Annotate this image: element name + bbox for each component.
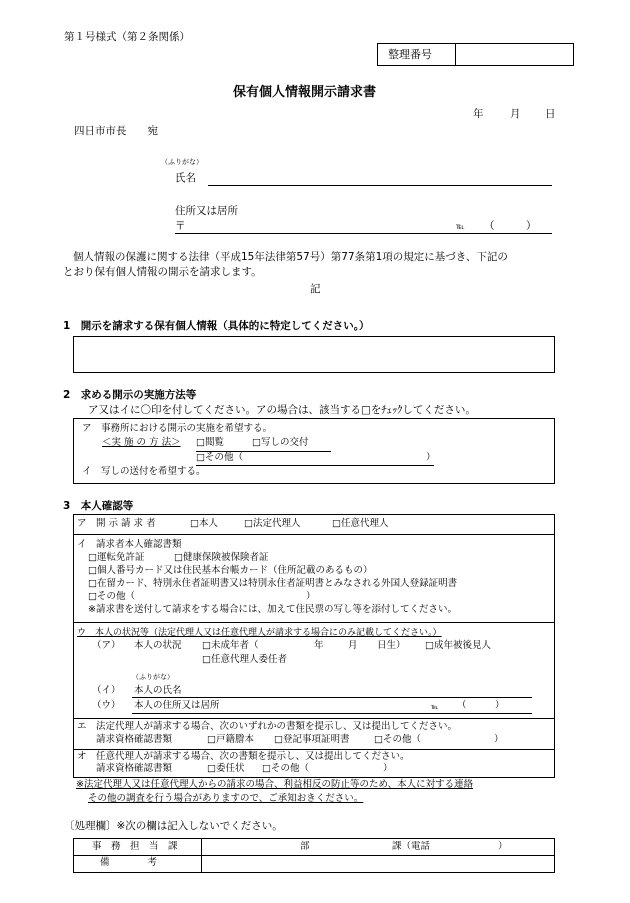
addressee: 四日市市長 宛 bbox=[74, 125, 158, 137]
requester-self-option[interactable]: □本人 bbox=[190, 518, 218, 529]
row-a-label: ア 開 示 請 求 者 bbox=[77, 518, 156, 529]
doc-e-other[interactable]: □その他（ bbox=[374, 734, 421, 745]
row-divider bbox=[74, 718, 554, 719]
adult-guardian-option[interactable]: □成年被後見人 bbox=[425, 640, 491, 651]
office-use-table bbox=[73, 838, 555, 873]
option-other-close: ） bbox=[426, 452, 436, 463]
option-view[interactable]: □閲覧 bbox=[196, 437, 224, 448]
section2-heading: 2 求める開示の実施方法等 bbox=[63, 389, 197, 401]
option-copy[interactable]: □写しの交付 bbox=[252, 437, 309, 448]
row-u-title: ウ 本人の状況等（法定代理人又は任意代理人が請求する場合にのみ記載してください。） bbox=[77, 628, 442, 638]
serial-number-box bbox=[377, 43, 574, 66]
person-name-label: 本人の氏名 bbox=[134, 685, 182, 696]
person-furigana-label: （ふりがな） bbox=[132, 673, 174, 681]
address-field[interactable] bbox=[175, 233, 552, 234]
office-use-heading: 〔処理欄〕※次の欄は記入しないでください。 bbox=[64, 820, 283, 832]
doc-other[interactable]: □その他（ ） bbox=[88, 591, 316, 602]
row-divider bbox=[74, 534, 554, 535]
other-underline bbox=[196, 465, 434, 466]
conflict-note-line1: ※法定代理人又は任意代理人からの請求の場合、利益相反の防止等のため、本人に対する連絡 bbox=[76, 779, 474, 790]
tel-field[interactable]: （ ） bbox=[484, 220, 537, 232]
birth-day[interactable]: 日生） bbox=[377, 640, 406, 651]
office-dept-label: 事 務 担 当 課 bbox=[92, 841, 178, 852]
person-tel-field[interactable]: （ ） bbox=[457, 700, 505, 711]
person-name-field[interactable] bbox=[132, 697, 532, 698]
method-i-line[interactable]: イ 写しの送付を希望する。 bbox=[82, 466, 206, 477]
doc-registry-certificate[interactable]: □登記事項証明書 bbox=[274, 734, 350, 745]
office-row-divider bbox=[74, 855, 554, 856]
row-e-line1: エ 法定代理人が請求する場合、次のいずれかの書類を提示し、又は提出してください。 bbox=[77, 721, 458, 732]
office-bu: 部 bbox=[300, 841, 310, 852]
doc-mynumber-card[interactable]: □個人番号カード又は住民基本台帳カード（住所記載のあるもの） bbox=[88, 565, 373, 576]
document-title: 保有個人情報開示請求書 bbox=[233, 85, 377, 100]
doc-drivers-license[interactable]: □運転免許証 bbox=[88, 552, 145, 563]
person-tel-label: ℡ bbox=[431, 703, 439, 711]
ki-mark: 記 bbox=[310, 283, 321, 295]
office-ka-phone: 課（電話 bbox=[392, 841, 431, 852]
date-day[interactable]: 日 bbox=[545, 108, 556, 120]
row-o-line1: オ 任意代理人が請求する場合、次の書類を提示し、又は提出してください。 bbox=[77, 751, 410, 762]
delegator-option[interactable]: □任意代理人委任者 bbox=[202, 654, 287, 665]
serial-number-label: 整理番号 bbox=[388, 48, 432, 61]
row-o-doc-label: 請求資格確認書類 bbox=[96, 763, 173, 774]
row-divider bbox=[74, 749, 554, 750]
form-number-label: 第１号様式（第２条関係） bbox=[64, 31, 190, 43]
doc-health-insurance[interactable]: □健康保険被保険者証 bbox=[174, 552, 269, 563]
row-u-a-label: （ア） bbox=[92, 640, 121, 651]
person-status-label: 本人の状況 bbox=[134, 640, 182, 651]
tel-label: ℡ bbox=[456, 222, 465, 231]
furigana-label: （ふりがな） bbox=[161, 158, 203, 166]
date-year[interactable]: 年 bbox=[473, 108, 484, 120]
method-a-line[interactable]: ア 事務所における開示の実施を希望する。 bbox=[82, 423, 273, 434]
section1-input-box[interactable] bbox=[73, 336, 555, 373]
conflict-note-line2: その他の調査を行う場合がありますので、ご承知おきください。 bbox=[88, 793, 364, 804]
requester-legal-agent-option[interactable]: □法定代理人 bbox=[244, 518, 301, 529]
postal-mark: 〒 bbox=[175, 220, 186, 232]
doc-o-other[interactable]: □その他（ bbox=[262, 763, 309, 774]
section2-box bbox=[73, 418, 555, 484]
doc-e-other-close: ） bbox=[494, 734, 504, 745]
option-other[interactable]: □その他（ bbox=[196, 452, 243, 463]
doc-residence-card[interactable]: □在留カード、特別永住者証明書又は特別永住者証明書とみなされる外国人登録証明書 bbox=[88, 578, 458, 589]
row-e-doc-label: 請求資格確認書類 bbox=[96, 734, 173, 745]
row-divider bbox=[74, 622, 554, 623]
name-field[interactable] bbox=[208, 185, 552, 186]
date-month[interactable]: 月 bbox=[510, 108, 521, 120]
person-address-label: 本人の住所又は居所 bbox=[134, 700, 220, 711]
intro-line-2: とおり保有個人情報の開示を請求します。 bbox=[63, 266, 262, 278]
doc-o-other-close: ） bbox=[383, 763, 393, 774]
doc-family-register[interactable]: □戸籍謄本 bbox=[207, 734, 254, 745]
method-label: ＜実 施 の 方 法＞ bbox=[102, 437, 181, 448]
intro-line-1: 個人情報の保護に関する法律（平成15年法律第57号）第77条第1項の規定に基づき、下記の bbox=[73, 251, 508, 263]
person-address-field[interactable] bbox=[132, 713, 532, 714]
row-i-title: イ 請求者本人確認書類 bbox=[77, 539, 182, 550]
section2-instruction: ア又はイに〇印を付してください。アの場合は、該当する□をﾁｪｯｸしてください。 bbox=[88, 404, 476, 416]
section1-heading: 1 開示を請求する保有個人情報（具体的に特定してください。） bbox=[63, 320, 370, 332]
requester-voluntary-agent-option[interactable]: □任意代理人 bbox=[332, 518, 389, 529]
serial-divider bbox=[455, 44, 456, 65]
office-phone-close: ） bbox=[498, 841, 508, 852]
row-u-b-label: （イ） bbox=[92, 685, 121, 696]
mail-request-note: ※請求書を送付して請求をする場合には、加えて住民票の写し等を添付してください。 bbox=[88, 604, 457, 615]
birth-year[interactable]: 年 bbox=[314, 640, 324, 651]
name-label: 氏名 bbox=[175, 172, 196, 184]
address-label: 住所又は居所 bbox=[175, 205, 238, 217]
section3-heading: 3 本人確認等 bbox=[63, 500, 134, 512]
office-remarks-label: 備 考 bbox=[100, 857, 158, 868]
section3-table bbox=[73, 514, 555, 778]
row-u-c-label: （ウ） bbox=[92, 700, 121, 711]
birth-month[interactable]: 月 bbox=[348, 640, 358, 651]
doc-power-of-attorney[interactable]: □委任状 bbox=[207, 763, 245, 774]
minor-option[interactable]: □未成年者（ bbox=[202, 640, 259, 651]
